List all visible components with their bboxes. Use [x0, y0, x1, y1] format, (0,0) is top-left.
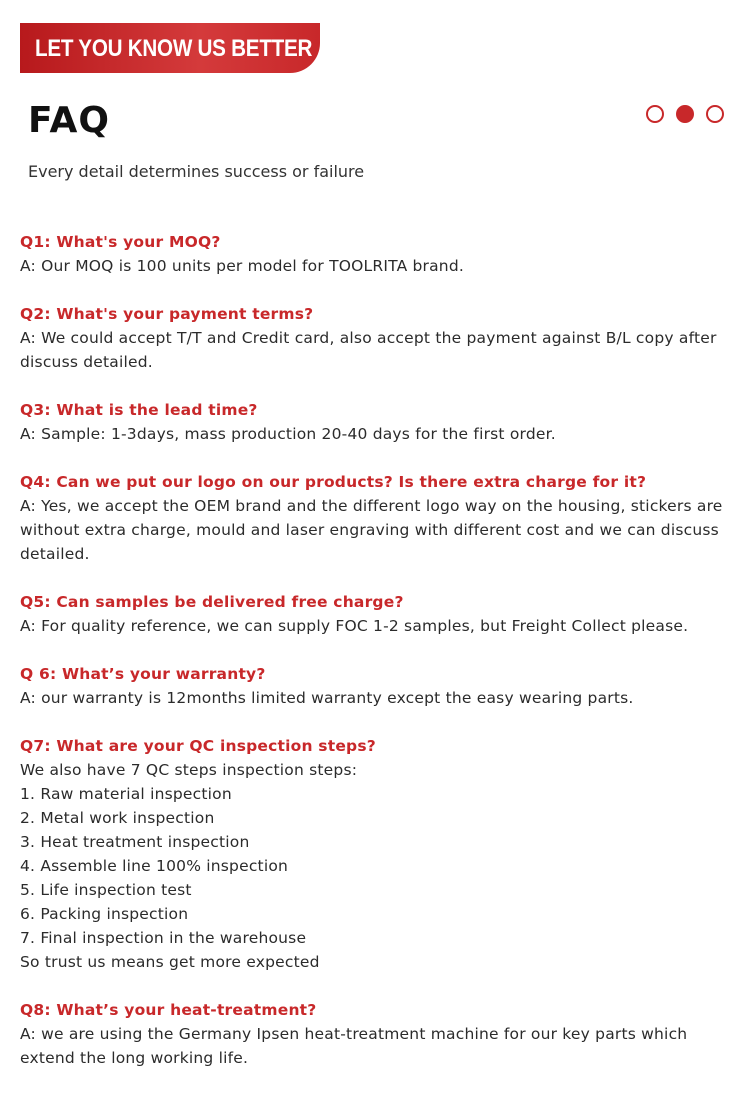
- faq-question: Q1: What's your MOQ?: [20, 233, 221, 251]
- faq-answer: A: Sample: 1-3days, mass production 20-40 days for the first order.: [20, 425, 556, 443]
- faq-question: Q3: What is the lead time?: [20, 401, 258, 419]
- faq-question: Q8: What’s your heat-treatment?: [20, 1001, 317, 1019]
- qc-step: 1. Raw material inspection: [20, 785, 232, 803]
- qc-step: 7. Final inspection in the warehouse: [20, 929, 307, 947]
- pager-dot-3[interactable]: [706, 105, 724, 123]
- faq-answer: A: We could accept T/T and Credit card, also accept the payment against B/L copy after discuss detailed.: [20, 329, 717, 371]
- faq-question: Q2: What's your payment terms?: [20, 305, 314, 323]
- faq-item-2: [20, 302, 732, 374]
- faq-item-6: [20, 662, 732, 710]
- faq-question: Q4: Can we put our logo on our products? Is there extra charge for it?: [20, 473, 647, 491]
- banner-title: LET YOU KNOW US BETTER: [35, 35, 313, 62]
- qc-intro: We also have 7 QC steps inspection steps:: [20, 761, 358, 779]
- faq-item-1: [20, 230, 732, 278]
- qc-step: 3. Heat treatment inspection: [20, 833, 250, 851]
- faq-question: Q5: Can samples be delivered free charge?: [20, 593, 404, 611]
- faq-item-7: [20, 734, 732, 974]
- qc-step: 4. Assemble line 100% inspection: [20, 857, 289, 875]
- faq-question: Q 6: What’s your warranty?: [20, 665, 266, 683]
- qc-step: 2. Metal work inspection: [20, 809, 215, 827]
- pager-dot-2[interactable]: [676, 105, 694, 123]
- faq-item-8: [20, 998, 732, 1070]
- page-title: FAQ: [28, 100, 110, 141]
- faq-item-5: [20, 590, 732, 638]
- faq-answer: A: our warranty is 12months limited warranty except the easy wearing parts.: [20, 689, 634, 707]
- faq-answer: A: we are using the Germany Ipsen heat-treatment machine for our key parts which extend the long working life.: [20, 1025, 688, 1067]
- faq-list: [20, 230, 732, 1094]
- faq-item-3: [20, 398, 732, 446]
- faq-answer: A: For quality reference, we can supply FOC 1-2 samples, but Freight Collect please.: [20, 617, 689, 635]
- faq-item-4: [20, 470, 732, 566]
- qc-step: 5. Life inspection test: [20, 881, 192, 899]
- tagline: Every detail determines success or failure: [28, 162, 365, 181]
- pager-dot-1[interactable]: [646, 105, 664, 123]
- faq-answer: A: Our MOQ is 100 units per model for TOOLRITA brand.: [20, 257, 465, 275]
- faq-answer: A: Yes, we accept the OEM brand and the different logo way on the housing, stickers are without extra charge, mould and laser engraving with different cost and we can discuss detailed.: [20, 497, 723, 563]
- qc-outro: So trust us means get more expected: [20, 953, 320, 971]
- section-banner: [20, 23, 320, 73]
- faq-question: Q7: What are your QC inspection steps?: [20, 737, 376, 755]
- qc-step: 6. Packing inspection: [20, 905, 189, 923]
